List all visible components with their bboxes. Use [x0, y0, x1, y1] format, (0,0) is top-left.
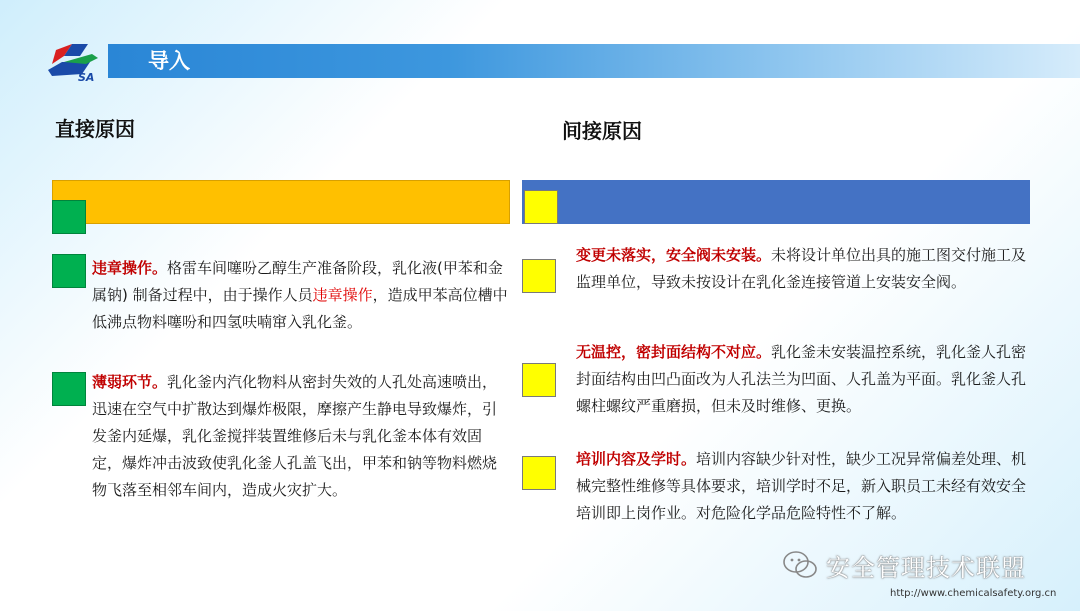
item-text: 乳化釜未安装温控系统，乳化釜人孔密封面结构由凹凸面改为人孔法兰为凹面、人孔盖为平面。乳化釜人孔螺柱螺纹严重磨损，但未及时维修、更换。 — [576, 343, 1027, 415]
bullet-marker — [52, 372, 86, 406]
source-url[interactable]: http://www.chemicalsafety.org.cn — [890, 588, 1057, 599]
item-lead: 培训内容及学时。 — [576, 450, 697, 468]
page-title: 导入 — [148, 49, 190, 73]
indirect-cause-item — [576, 339, 1030, 420]
item-text: 乳化釜内汽化物料从密封失效的人孔处高速喷出，迅速在空气中扩散达到爆炸极限，摩擦产生静电导致爆炸，引发釜内延爆，乳化釜搅拌装置维修后未与乳化釜本体有效固定，爆炸冲击波致使乳化釜人孔盖飞出，甲苯和钠等物料燃烧物飞落至相邻车间内，造成火灾扩大。 — [92, 373, 498, 499]
item-lead: 违章操作。 — [92, 259, 168, 277]
bullet-marker — [52, 254, 86, 288]
wechat-icon — [782, 550, 818, 580]
header-bar — [108, 44, 1080, 78]
direct-cause-item — [92, 255, 508, 336]
item-text: 未将设计单位出具的施工图交付施工及监理单位，导致未按设计在乳化釜连接管道上安装安全阀。 — [576, 246, 1027, 291]
indirect-cause-item — [576, 242, 1030, 296]
item-text: 培训内容缺少针对性，缺少工况异常偏差处理、机械完整性维修等具体要求，培训学时不足，新入职员工未经有效安全培训即上岗作业。对危险化学品危险特性不了解。 — [576, 450, 1027, 522]
indirect-causes-title: 间接原因 — [562, 119, 642, 143]
direct-causes-bar — [52, 180, 510, 224]
bullet-marker — [522, 363, 556, 397]
svg-text:SA: SA — [78, 71, 95, 84]
indirect-bar-marker — [524, 190, 558, 224]
item-highlight: 违章操作 — [312, 286, 373, 304]
direct-bar-marker — [52, 200, 86, 234]
direct-causes-title: 直接原因 — [55, 117, 135, 141]
item-text: ，造成甲苯高位槽中低沸点物料噻吩和四氢呋喃窜入乳化釜。 — [92, 286, 508, 331]
item-lead: 变更未落实，安全阀未安装。 — [576, 246, 772, 264]
indirect-cause-item — [576, 446, 1030, 527]
watermark-text: 安全管理技术联盟 — [826, 554, 1026, 582]
item-lead: 薄弱环节。 — [92, 373, 168, 391]
bullet-marker — [522, 456, 556, 490]
bullet-marker — [522, 259, 556, 293]
csa-logo — [42, 40, 104, 84]
direct-cause-item — [92, 369, 508, 504]
item-lead: 无温控，密封面结构不对应。 — [576, 343, 772, 361]
item-text: 格雷车间噻吩乙醇生产准备阶段，乳化液(甲苯和金属钠) 制备过程中，由于操作人员 — [92, 259, 503, 304]
indirect-causes-bar — [522, 180, 1030, 224]
